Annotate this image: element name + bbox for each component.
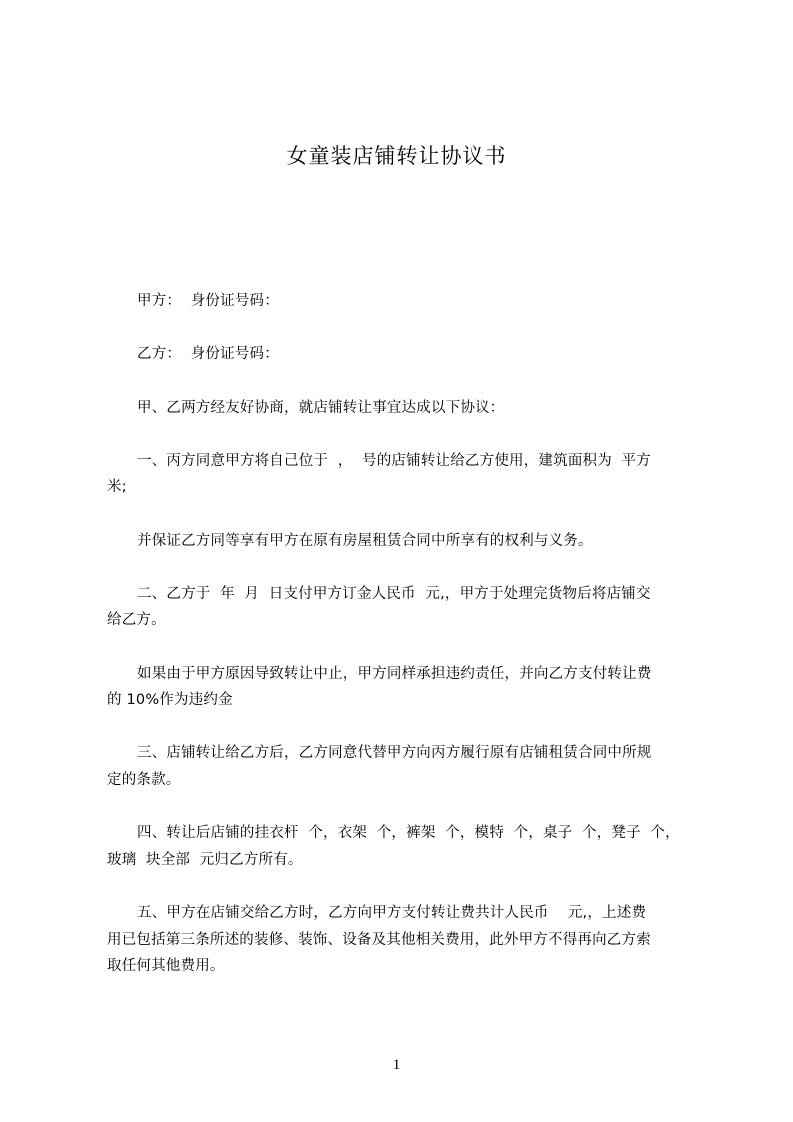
clause-2-line-2: 给乙方。 (107, 612, 166, 628)
page-number: 1 (392, 1057, 401, 1073)
clause-1-line-1: 一、丙方同意甲方将自己位于 ， 号的店铺转让给乙方使用，建筑面积为 平方 (137, 453, 651, 469)
clause-4-line-1: 四、转让后店铺的挂衣杆 个，衣架 个，裤架 个，模特 个，桌子 个，凳子 个， (137, 825, 680, 841)
intro-paragraph: 甲、乙两方经友好协商，就店铺转让事宜达成以下协议： (137, 400, 505, 416)
clause-2-paragraph-2-line-2: 的 10%作为违约金 (107, 692, 233, 708)
clause-1-paragraph-2: 并保证乙方同等享有甲方在原有房屋租赁合同中所享有的权利与义务。 (137, 533, 593, 549)
party-b-line: 乙方： 身份证号码： (137, 346, 279, 362)
clause-4-line-2: 玻璃 块全部 元归乙方所有。 (107, 852, 303, 868)
clause-5-line-2: 用已包括第三条所述的装修、装饰、设备及其他相关费用，此外甲方不得再向乙方索 (107, 932, 651, 948)
clause-5-line-1: 五、甲方在店铺交给乙方时，乙方向甲方支付转让费共计人民币 元,，上述费 (137, 905, 647, 921)
clause-3-line-2: 定的条款。 (107, 772, 181, 788)
document-title: 女童装店铺转让协议书 (286, 144, 507, 168)
clause-2-paragraph-2-line-1: 如果由于甲方原因导致转让中止，甲方同样承担违约责任，并向乙方支付转让费 (137, 666, 652, 682)
clause-3-line-1: 三、店铺转让给乙方后，乙方同意代替甲方向丙方履行原有店铺租赁合同中所规 (137, 745, 652, 761)
clause-1-line-2: 米; (107, 479, 127, 495)
clause-5-line-3: 取任何其他费用。 (107, 958, 225, 974)
party-a-line: 甲方： 身份证号码： (137, 293, 279, 309)
clause-2-line-1: 二、乙方于 年 月 日支付甲方订金人民币 元,，甲方于处理完货物后将店铺交 (137, 586, 651, 602)
